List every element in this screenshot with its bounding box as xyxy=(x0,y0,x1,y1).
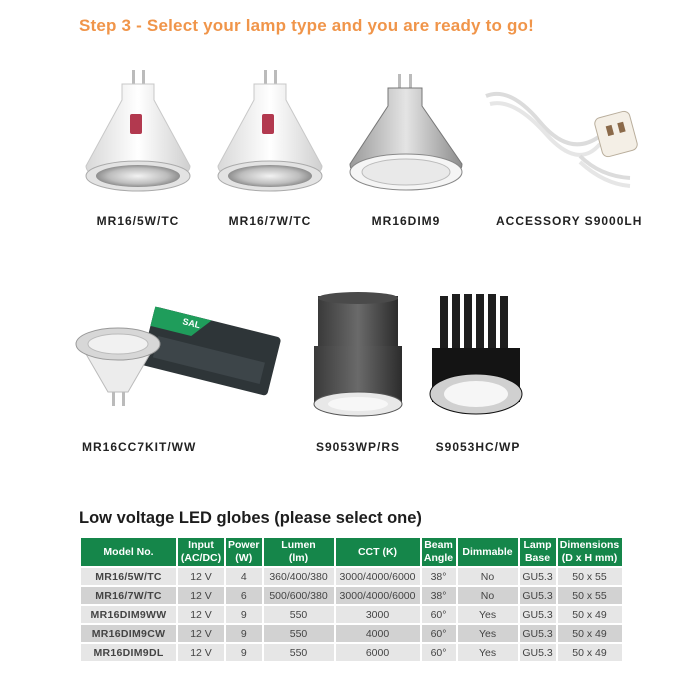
cell-dimmable: Yes xyxy=(458,644,518,661)
table-row[interactable] xyxy=(81,587,622,604)
accessory-lampholder-image[interactable] xyxy=(480,86,640,192)
cell-dimensions: 50 x 49 xyxy=(558,606,622,623)
table-row[interactable] xyxy=(81,625,622,642)
cell-power: 4 xyxy=(226,568,262,585)
product-label: MR16CC7KIT/WW xyxy=(82,440,197,454)
cell-input: 12 V xyxy=(178,587,224,604)
col-beam: Beam Angle xyxy=(422,538,456,566)
product-label: S9053HC/WP xyxy=(435,440,521,454)
kit-mr16cc7-image[interactable] xyxy=(64,292,286,422)
cell-lumen: 500/600/380 xyxy=(264,587,334,604)
lamp-mr16-5w-image[interactable] xyxy=(82,68,194,198)
cell-dimmable: No xyxy=(458,587,518,604)
cell-model: MR16/7W/TC xyxy=(81,587,176,604)
lamp-mr16-7w-image[interactable] xyxy=(214,68,326,198)
table-row[interactable] xyxy=(81,644,622,661)
step-title: Step 3 - Select your lamp type and you are ready to go! xyxy=(79,16,535,35)
product-label: MR16DIM9 xyxy=(371,214,441,228)
cell-beam: 60° xyxy=(422,625,456,642)
table-row[interactable] xyxy=(81,568,622,585)
cell-lumen: 550 xyxy=(264,644,334,661)
cell-model: MR16DIM9CW xyxy=(81,625,176,642)
product-label: S9053WP/RS xyxy=(315,440,401,454)
cell-beam: 38° xyxy=(422,568,456,585)
product-label: MR16/5W/TC xyxy=(96,214,180,228)
cell-model: MR16/5W/TC xyxy=(81,568,176,585)
cell-base: GU5.3 xyxy=(520,606,556,623)
cell-dimmable: Yes xyxy=(458,606,518,623)
cell-dimmable: Yes xyxy=(458,625,518,642)
cell-beam: 38° xyxy=(422,587,456,604)
col-input: Input (AC/DC) xyxy=(178,538,224,566)
cell-power: 6 xyxy=(226,587,262,604)
table-header-row xyxy=(81,538,622,566)
cell-input: 12 V xyxy=(178,625,224,642)
cell-power: 9 xyxy=(226,625,262,642)
cell-cct: 6000 xyxy=(336,644,420,661)
driver-brand-text: SAL xyxy=(181,316,202,331)
cell-lumen: 550 xyxy=(264,625,334,642)
cell-cct: 3000 xyxy=(336,606,420,623)
cell-lumen: 550 xyxy=(264,606,334,623)
cell-base: GU5.3 xyxy=(520,568,556,585)
cell-cct: 3000/4000/6000 xyxy=(336,587,420,604)
table-row[interactable] xyxy=(81,606,622,623)
lamp-mr16dim9-image[interactable] xyxy=(346,72,466,198)
cell-beam: 60° xyxy=(422,606,456,623)
col-cct: CCT (K) xyxy=(336,538,420,566)
col-base: Lamp Base xyxy=(520,538,556,566)
cell-lumen: 360/400/380 xyxy=(264,568,334,585)
table-title: Low voltage LED globes (please select one) xyxy=(79,509,422,527)
cell-dimensions: 50 x 55 xyxy=(558,568,622,585)
cell-base: GU5.3 xyxy=(520,644,556,661)
product-label: MR16/7W/TC xyxy=(228,214,312,228)
cell-dimensions: 50 x 49 xyxy=(558,625,622,642)
cell-power: 9 xyxy=(226,606,262,623)
cell-input: 12 V xyxy=(178,568,224,585)
product-label: ACCESSORY S9000LH xyxy=(496,214,643,228)
col-lumen: Lumen (lm) xyxy=(264,538,334,566)
specs-table xyxy=(79,536,624,663)
cell-model: MR16DIM9DL xyxy=(81,644,176,661)
cell-power: 9 xyxy=(226,644,262,661)
col-dimmable: Dimmable xyxy=(458,538,518,566)
cell-cct: 4000 xyxy=(336,625,420,642)
cell-cct: 3000/4000/6000 xyxy=(336,568,420,585)
cell-base: GU5.3 xyxy=(520,587,556,604)
cell-model: MR16DIM9WW xyxy=(81,606,176,623)
col-model: Model No. xyxy=(81,538,176,566)
module-s9053hc-image[interactable] xyxy=(426,292,526,418)
module-s9053wp-image[interactable] xyxy=(310,290,406,420)
cell-input: 12 V xyxy=(178,606,224,623)
cell-base: GU5.3 xyxy=(520,625,556,642)
col-power: Power (W) xyxy=(228,539,260,564)
cell-dimmable: No xyxy=(458,568,518,585)
cell-input: 12 V xyxy=(178,644,224,661)
cell-dimensions: 50 x 49 xyxy=(558,644,622,661)
col-dimensions: Dimensions (D x H mm) xyxy=(558,538,622,566)
cell-beam: 60° xyxy=(422,644,456,661)
cell-dimensions: 50 x 55 xyxy=(558,587,622,604)
